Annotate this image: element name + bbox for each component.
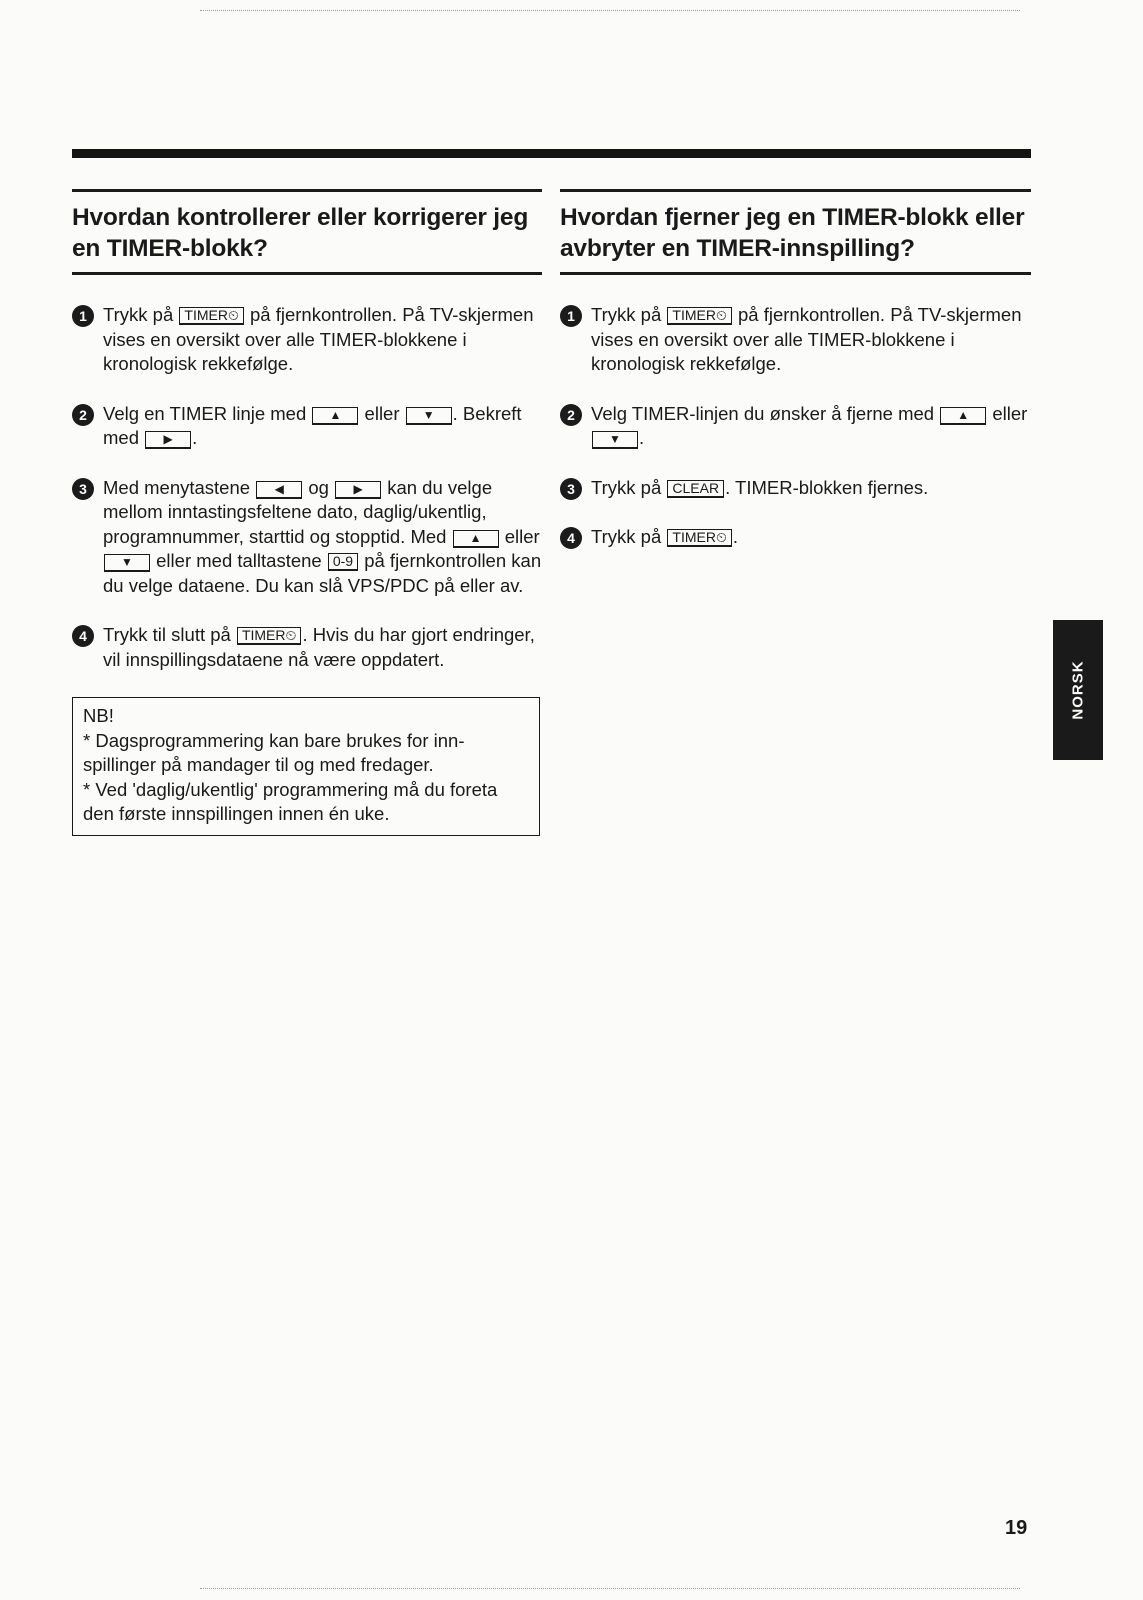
step-number-icon: 3 <box>560 478 582 500</box>
right-step-4: 4 Trykk på TIMER⏲ . <box>560 525 1031 550</box>
right-key: ▶ <box>145 431 191 449</box>
left-step-4: 4 Trykk til slutt på TIMER⏲ . Hvis du har gjort endringer, vil innspillingsdataene nå være oppdatert. <box>72 623 542 672</box>
left-heading: Hvordan kontrollerer eller korrigerer jeg en TIMER-blokk? <box>72 189 542 275</box>
step-number-icon: 2 <box>72 404 94 426</box>
language-side-tab <box>1053 620 1103 760</box>
step-number-icon: 4 <box>560 527 582 549</box>
note-title: NB! <box>83 705 114 726</box>
left-steps <box>72 303 542 672</box>
step-number-icon: 3 <box>72 478 94 500</box>
left-step-1: 1 Trykk på TIMER⏲ på fjernkontrollen. På TV-skjermen vises en oversikt over alle TIMER-blokkene i kronologisk rekkefølge. <box>72 303 542 377</box>
right-step-3: 3 Trykk på CLEAR . TIMER-blokken fjernes. <box>560 476 1031 501</box>
note-box <box>72 697 540 836</box>
step-number-icon: 1 <box>560 305 582 327</box>
right-step-2: 2 Velg TIMER-linjen du ønsker å fjerne med ▲ eller ▼ . <box>560 402 1031 451</box>
left-step-3: 3 Med menytastene ◀ og ▶ kan du velge mellom inntastingsfeltene dato, daglig/ukentlig, programnummer, starttid og stopptid. Med ▲ eller ▼ eller med talltastene 0-9 på fjernkontrollen kan du velge dataene. Du kan slå VPS/PDC på eller av. <box>72 476 542 599</box>
top-rule <box>72 149 1031 158</box>
left-step-2: 2 Velg en TIMER linje med ▲ eller ▼ . Bekreft med ▶ . <box>72 402 542 451</box>
up-key: ▲ <box>453 530 499 548</box>
right-heading: Hvordan fjerner jeg en TIMER-blokk eller avbryter en TIMER-innspilling? <box>560 189 1031 275</box>
timer-key: TIMER⏲ <box>667 307 731 325</box>
clear-key: CLEAR <box>667 480 724 498</box>
right-column <box>560 189 1031 575</box>
scan-artifact-top <box>200 10 1020 13</box>
timer-key: TIMER⏲ <box>237 627 301 645</box>
step-number-icon: 1 <box>72 305 94 327</box>
right-steps <box>560 303 1031 550</box>
up-key: ▲ <box>312 407 358 425</box>
step-number-icon: 2 <box>560 404 582 426</box>
page-number: 19 <box>1005 1517 1028 1539</box>
scan-artifact-bottom <box>200 1588 1020 1591</box>
down-key: ▼ <box>592 431 638 449</box>
right-step-1: 1 Trykk på TIMER⏲ på fjernkontrollen. På TV-skjermen vises en oversikt over alle TIMER-blokkene i kronologisk rekkefølge. <box>560 303 1031 377</box>
left-key: ◀ <box>256 481 302 499</box>
number-keys: 0-9 <box>328 553 358 571</box>
note-line-1: * Dagsprogrammering kan bare brukes for inn-spillinger på mandager til og med fredager. <box>83 729 465 775</box>
timer-key: TIMER⏲ <box>179 307 243 325</box>
language-label: NORSK <box>1069 660 1087 720</box>
right-key: ▶ <box>335 481 381 499</box>
left-column <box>72 189 542 836</box>
up-key: ▲ <box>940 407 986 425</box>
down-key: ▼ <box>104 554 150 572</box>
step-number-icon: 4 <box>72 625 94 647</box>
note-line-2: * Ved 'daglig/ukentlig' programmering må du foreta den første innspillingen innen én uke. <box>83 778 498 824</box>
down-key: ▼ <box>406 407 452 425</box>
timer-key: TIMER⏲ <box>667 529 731 547</box>
